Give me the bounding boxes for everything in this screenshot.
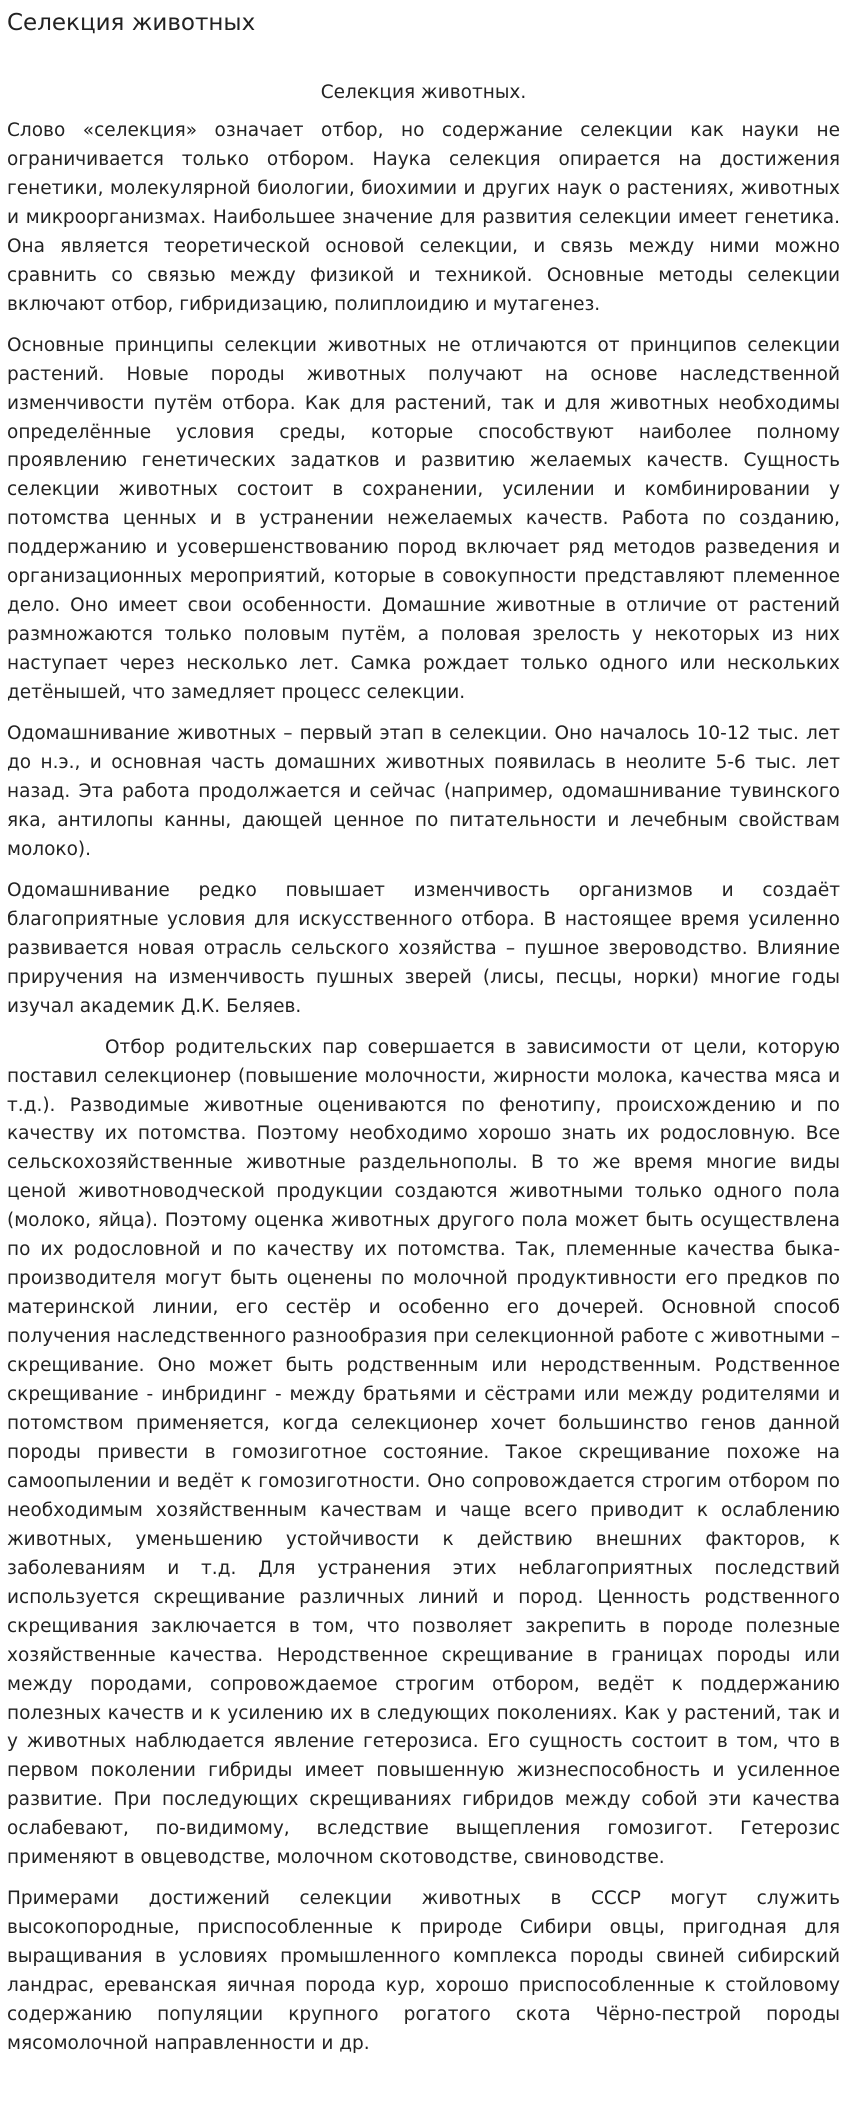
- paragraph-principles: Основные принципы селекции животных не отличаются от принципов селекции растений. Новые породы животных получают на основе наследственной изменчивости путём отбора. Как для растений, так и для животных необходимы определённые условия среды, которые способствуют наиболее полному проявлению генетических задатков и развитию желаемых качеств. Сущность селекции животных состоит в сохранении, усилении и комбинировании у потомства ценных и в устранении нежелаемых качеств. Работа по созданию, поддержанию и усовершенствованию пород включает ряд методов разведения и организационных мероприятий, которые в совокупности представляют племенное дело. Оно имеет свои особенности. Домашние животные в отличие от растений размножаются только половым путём, а половая зрелость у некоторых из них наступает через несколько лет. Самка рождает только одного или нескольких детёнышей, что замедляет процесс селекции.: [7, 334, 840, 704]
- paragraph-domestication: Одомашнивание животных – первый этап в селекции. Оно началось 10-12 тыс. лет до н.э., и основная часть домашних животных появилась в неолите 5-6 тыс. лет назад. Эта работа продолжается и сейчас (например, одомашнивание тувинского яка, антилопы канны, дающей ценное по питательности и лечебным свойствам молоко).: [7, 723, 840, 860]
- paragraph-intro: Слово «селекция» означает отбор, но содержание селекции как науки не ограничивается только отбором. Наука селекция опирается на достижения генетики, молекулярной биологии, биохимии и других наук о растениях, животных и микроорганизмах. Наибольшее значение для развития селекции имеет генетика. Она является теоретической основой селекции, и связь между ними можно сравнить со связью между физикой и техникой. Основные методы селекции включают отбор, гибридизацию, полиплоидию и мутагенез.: [7, 120, 840, 315]
- document-heading: Селекция животных.: [320, 82, 527, 103]
- paragraph-achievements: Примерами достижений селекции животных в СССР могут служить высокопородные, приспособленные к природе Сибири овцы, пригодная для выращивания в условиях промышленного комплекса породы свиней сибирский ландрас, ереванская яичная порода кур, хорошо приспособленные к стойловому содержанию популяции крупного рогатого скота Чёрно-пестрой породы мясомолочной направленности и др.: [7, 1888, 840, 2054]
- paragraph-parent-selection: Отбор родительских пар совершается в зависимости от цели, которую поставил селекционер (повышение молочности, жирности молока, качества мяса и т.д.). Разводимые животные оцениваются по фенотипу, происхождению и по качеству их потомства. Поэтому необходимо хорошо знать их родословную. Все сельскохозяйственные животные раздельнополы. В то же время многие виды ценой животноводческой продукции создаются животными только одного пола (молоко, яйца). Поэтому оценка животных другого пола может быть осуществлена по их родословной и по качеству их потомства. Так, племенные качества быка-производителя могут быть оценены по молочной продуктивности его предков по материнской линии, его сестёр и особенно его дочерей. Основной способ получения наследственного разнообразия при селекционной работе с животными – скрещивание. Оно может быть родственным или неродственным. Родственное скрещивание - инбридинг - между братьями и сёстрами или между родителями и потомством применяется, когда селекционер хочет большинство генов данной породы привести в гомозиготное состояние. Такое скрещивание похоже на самоопылении и ведёт к гомозиготности. Оно сопровождается строгим отбором по необходимым хозяйственным качествам и чаще всего приводит к ослаблению животных, уменьшению устойчивости к действию внешних факторов, к заболеваниям и т.д. Для устранения этих неблагоприятных последствий используется скрещивание различных линий и пород. Ценность родственного скрещивания заключается в том, что позволяет закрепить в породе полезные хозяйственные качества. Неродственное скрещивание в границах породы или между породами, сопровождаемое строгим отбором, ведёт к поддержанию полезных качеств и к усилению их в следующих поколениях. Как у растений, так и у животных наблюдается явление гетерозиса. Его сущность состоит в том, что в первом поколении гибриды имеет повышенную жизнеспособность и усиленное развитие. При последующих скрещиваниях гибридов между собой эти качества ослабевают, по-видимому, вследствие выщепления гомозигот. Гетерозис применяют в овцеводстве, молочном скотоводстве, свиноводстве.: [7, 1036, 840, 1869]
- paragraph-variability: Одомашнивание редко повышает изменчивость организмов и создаёт благоприятные условия для искусственного отбора. В настоящее время усиленно развивается новая отрасль сельского хозяйства – пушное звероводство. Влияние приручения на изменчивость пушных зверей (лисы, песцы, норки) многие годы изучал академик Д.К. Беляев.: [7, 879, 840, 1017]
- page-title: Селекция животных: [7, 10, 256, 36]
